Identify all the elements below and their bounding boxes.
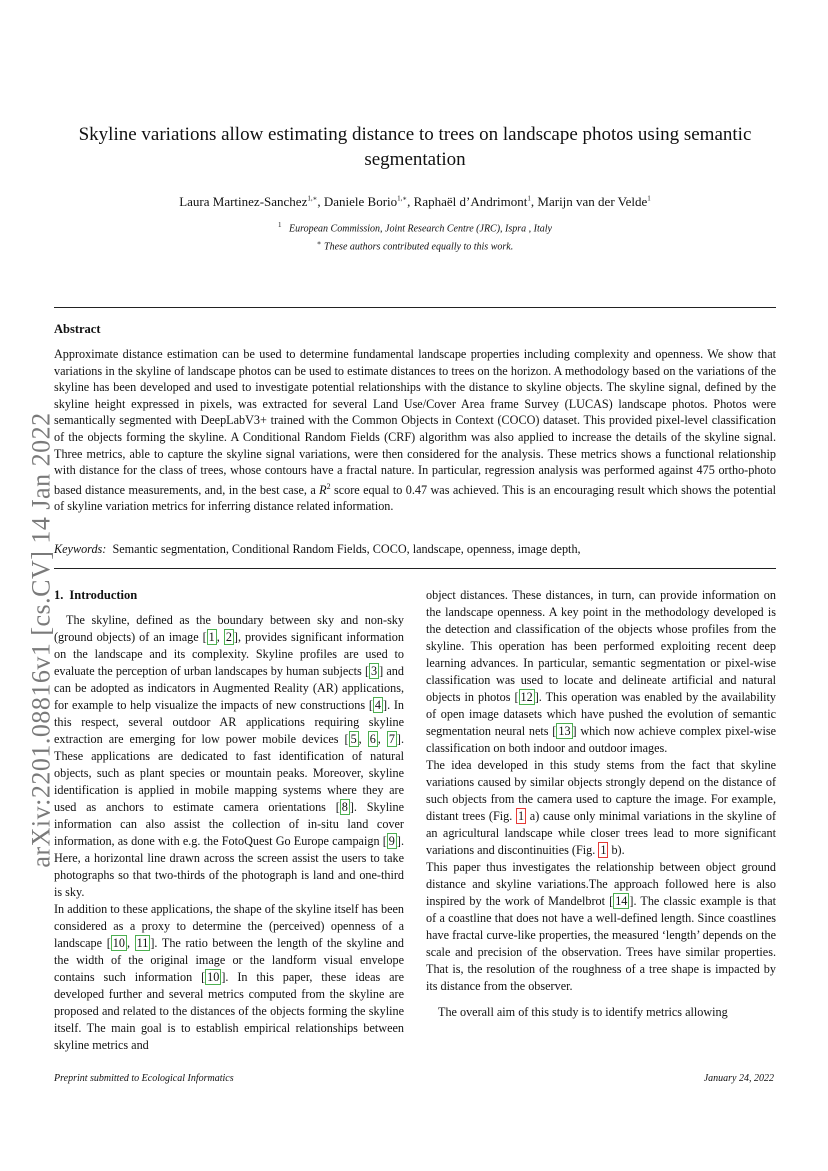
abstract-r-sup: 2	[326, 481, 331, 491]
paragraph-text: The idea developed in this study stems from the fact that skyline variations caused by similar objects strongly depend on the distance of such objects from the camera used to capture the image. For example, distant trees (Fig.	[426, 758, 776, 823]
citation-link[interactable]: 11	[136, 936, 149, 950]
paragraph-text: [	[368, 698, 373, 712]
author-affil-mark: 1,∗	[307, 194, 318, 203]
author-affil-mark: 1	[647, 194, 651, 203]
author-name: Raphaël d’Andrimont	[413, 194, 528, 209]
abstract-r-symbol: R	[319, 482, 327, 497]
paragraph-text: [	[344, 732, 349, 746]
citation-link[interactable]: 4	[374, 698, 382, 712]
paragraph-gap	[426, 995, 776, 1004]
figure-link[interactable]: 1	[517, 809, 525, 823]
equal-contribution-text: These authors contributed equally to this work.	[324, 241, 514, 253]
citation-link[interactable]: 8	[341, 800, 348, 814]
citation-link[interactable]: 10	[112, 936, 125, 950]
column-left	[54, 587, 404, 1054]
paragraph-text: b).	[608, 843, 625, 857]
citation-link[interactable]: 5	[350, 732, 357, 746]
footer-date: January 24, 2022	[703, 1073, 774, 1084]
paragraph-text: ]. Here, a horizontal line drawn across the screen assist the users to take photographs so that two-thirds of the photograph is land and one-third is sky.	[54, 834, 404, 899]
paragraph-text: In addition to these applications, the shape of the skyline itself has been considered as a proxy to determine the (perceived) openness of a landscape	[54, 902, 404, 950]
section-title: Introduction	[69, 588, 138, 602]
paragraph-text: object distances. These distances, in turn, can provide information on the landscape openness. A key point in the methodology developed is the detection and classification of the objects whose profiles from the skyline. This operation has been performed exploiting recent deep learning advances. In particular, semantic segmentation or pixel-wise classification was used to locate and delineate artificial and natural objects in photos	[426, 588, 776, 704]
affiliations	[54, 218, 776, 255]
paragraph-text: ]. This operation was enabled by the availability of open image datasets which have pushed the evolution of semantic segmentation neural nets	[426, 690, 776, 738]
affiliation-mark: 1	[277, 221, 282, 229]
paragraph-text: ,	[216, 630, 224, 644]
footer-preprint-note: Preprint submitted to Ecological Informatics	[54, 1073, 234, 1084]
citation-link[interactable]: 13	[558, 724, 571, 738]
paragraph-text: [	[106, 936, 111, 950]
paragraph	[426, 859, 776, 995]
paragraph-text: [	[382, 834, 387, 848]
author-affil-mark: 1	[527, 194, 531, 203]
author-name: Daniele Borio	[323, 194, 398, 209]
paragraph-text: ,	[358, 732, 368, 746]
paragraph-text: ]. The ratio between the length of the skyline and the width of the original image or the landform visual envelope contains such information	[54, 936, 405, 984]
citation-link[interactable]: 1	[208, 630, 215, 644]
paragraph-text: This paper thus investigates the relationship between object ground distance and skyline variations.The approach followed here is also inspired by the work of Mandelbrot	[426, 860, 776, 908]
affiliation-line	[54, 218, 776, 236]
paragraph-text: ], provides significant information on the landscape and its complexity. Skyline profiles are used to evaluate the perception of urban landscapes by human subjects	[54, 630, 404, 678]
section-number: 1.	[54, 588, 64, 602]
column-right	[426, 587, 776, 1021]
paragraph-text: ,	[126, 936, 135, 950]
citation-link[interactable]: 7	[388, 732, 395, 746]
abstract-body	[54, 346, 776, 515]
author-name: Marijn van der Velde	[537, 194, 648, 209]
divider-top	[54, 307, 776, 308]
paper-title: Skyline variations allow estimating distance to trees on landscape photos using semantic segmentation	[78, 124, 752, 170]
citation-link[interactable]: 10	[207, 970, 220, 984]
paragraph-text: [	[514, 690, 519, 704]
paragraph	[426, 587, 776, 757]
paragraph-text: [	[335, 800, 340, 814]
paragraph	[426, 757, 776, 859]
author-affil-mark: 1,∗	[397, 194, 408, 203]
author-name: Laura Martinez-Sanchez	[179, 194, 308, 209]
equal-contribution-note	[54, 236, 776, 254]
paragraph-text: [	[202, 630, 207, 644]
abstract-text-1: Approximate distance estimation can be used to determine fundamental landscape properties including complexity and openness. We show that variations in the skyline of landscape photos can be used to estimate distances to trees on the horizon. A methodology based on the variations of the skyline has been developed and used to investigate potential relationships with the distance to skyline objects. The skyline signal, defined by the skyline height expressed in pixels, was extracted for several Land Use/Cover Area frame Survey (LUCAS) landscape photos. Photos were semantically segmented with DeepLabV3+ trained with the Common Objects in Context (COCO) dataset. This provided pixel-level classification of the objects forming the skyline. A Conditional Random Fields (CRF) algorithm was also applied to increase the details of the skyline signal. Three metrics, able to capture the skyline signal variations, were then considered for the analysis. These metrics shows a functional relationship with distance for the class of trees, whose contours have a fractal nature. In particular, regression analysis was performed against 475 ortho-photo based distance measurements, and, in the best case, a	[54, 347, 776, 497]
keywords	[54, 542, 776, 557]
paragraph	[54, 612, 404, 901]
paragraph-text: [	[201, 970, 206, 984]
paragraph-text: ]. In this respect, several outdoor AR applications requiring skyline extraction are emerging for low power mobile devices	[54, 698, 405, 746]
figure-link[interactable]: 1	[600, 843, 607, 857]
equal-contribution-mark: ∗	[316, 239, 322, 248]
citation-link[interactable]: 12	[520, 690, 533, 704]
paragraph-text: ]. The classic example is that of a coastline that does not have a well-defined length. Since coastlines have fractal curve-like properties, the measured ‘length’ depends on the scale and precision of the observation. Trees have similar properties. That is, the resolution of the roughness of a tree shape is impacted by its distance from the observer.	[426, 894, 776, 993]
paragraph: The overall aim of this study is to identify metrics allowing	[438, 1005, 728, 1019]
paragraph-text: ]. These applications are dedicated to fast identification of natural objects, such as plant species or mountain peaks. Moreover, skyline identification is applied in mobile mapping systems where they are used as anchors to estimate camera orientations	[54, 732, 405, 814]
section-heading	[54, 587, 404, 604]
citation-link[interactable]: 14	[615, 894, 628, 908]
keywords-label: Keywords:	[54, 542, 107, 556]
paragraph-text: [	[364, 664, 370, 678]
author-list: Laura Martinez-Sanchez$^{1,∗}$, Daniele Borio$^{1,∗}$, Raphaël d’Andrimont$^1$, Marijn van der Velde$^1$	[179, 194, 651, 209]
citation-link[interactable]: 2	[225, 630, 232, 644]
citation-link[interactable]: 3	[371, 664, 378, 678]
citation-link[interactable]: 6	[369, 732, 376, 746]
divider-bottom	[54, 568, 776, 569]
abstract-heading: Abstract	[54, 322, 101, 336]
abstract-text-2: score equal to 0.47 was achieved. This is an encouraging result which shows the potential of skyline variation metrics for inferring distance related information.	[54, 482, 776, 514]
keywords-text: Semantic segmentation, Conditional Random Fields, COCO, landscape, openness, image depth,	[112, 542, 581, 556]
paragraph-text: [	[552, 724, 557, 738]
paragraph-text: ] which now achieve complex pixel-wise classification on both indoor and outdoor images.	[426, 724, 776, 755]
paragraph-text: ] and can be adopted as indicators in Augmented Reality (AR) applications, for example to help visualize the impacts of new constructions	[54, 664, 404, 712]
affiliation-text: European Commission, Joint Research Centre (JRC), Ispra , Italy	[288, 223, 552, 235]
paragraph	[54, 901, 404, 1054]
paragraph-text: ,	[377, 732, 387, 746]
paragraph-text: [	[609, 894, 614, 908]
citation-link[interactable]: 9	[388, 834, 395, 848]
arxiv-stamp-text: arXiv:2201.08816v1 [cs.CV] 14 Jan 2022	[27, 412, 56, 868]
paragraph-text: a) cause only minimal variations in the skyline of an agricultural landscape while closer trees lead to more significant variations and discontinuities (Fig.	[426, 809, 777, 857]
paragraph-text: ]. Skyline information can also assist the collection of in-situ land cover information, as done with e.g. the FotoQuest Go Europe campaign	[54, 800, 404, 848]
paragraph-text: ]. In this paper, these ideas are developed further and several metrics computed from the skyline are proposed and related to the distances of the objects forming the skyline itself. The main goal is to establish empirical relationships between skyline metrics and	[54, 970, 404, 1052]
paragraph-text: The skyline, defined as the boundary between sky and non-sky (ground objects) of an image	[54, 613, 404, 644]
